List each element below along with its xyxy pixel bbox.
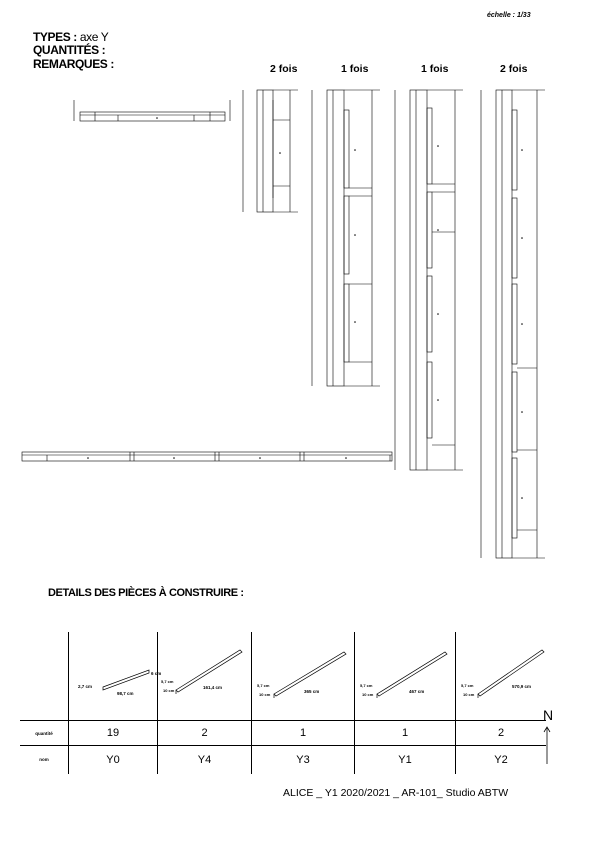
piece-sketch-y3 <box>252 632 354 715</box>
types-value: axe Y <box>79 30 109 44</box>
scale-label: échelle : 1/33 <box>487 12 531 19</box>
count-label-3: 1 fois <box>421 63 449 75</box>
nom-label: nom <box>20 746 69 774</box>
drawing-horizontal-elevation <box>22 452 392 461</box>
drawing-vertical-3 <box>395 90 463 470</box>
drawing-vertical-1 <box>243 90 298 212</box>
qty-y4: 2 <box>158 721 252 746</box>
dim-y0-c: 98,7 cm <box>117 691 134 696</box>
qty-y3: 1 <box>252 721 355 746</box>
types-label: TYPES : <box>33 30 77 44</box>
dim-y1-a: 5,7 cm <box>360 683 373 688</box>
dim-y0-b: 6 cm <box>151 671 162 676</box>
pieces-table <box>20 632 546 774</box>
dim-y3-a: 5,7 cm <box>257 683 270 688</box>
dim-y4-a: 5,7 cm <box>161 679 174 684</box>
dim-y2-c: 570,9 cm <box>512 684 532 689</box>
quantity-row <box>20 721 546 746</box>
quantite-label: quantité <box>20 721 69 746</box>
piece-sketch-y0 <box>69 632 162 715</box>
north-arrow-icon <box>540 724 554 766</box>
name-y3: Y3 <box>252 746 355 774</box>
name-y4: Y4 <box>158 746 252 774</box>
qty-y1: 1 <box>355 721 456 746</box>
dim-y1-c: 467 cm <box>409 689 425 694</box>
dim-y0-a: 2,7 cm <box>78 684 93 689</box>
dim-y3-c: 365 cm <box>304 689 320 694</box>
dim-y1-b: 10 cm <box>362 692 374 697</box>
piece-cell-y1 <box>355 632 456 721</box>
remarques-label: REMARQUES : <box>33 57 114 71</box>
qty-y2: 2 <box>456 721 547 746</box>
section-title: DETAILS DES PIÈCES À CONSTRUIRE : <box>48 587 244 599</box>
dim-y4-c: 161,4 cm <box>203 685 223 690</box>
dim-y2-b: 10 cm <box>463 692 475 697</box>
qty-y0: 19 <box>69 721 158 746</box>
piece-cell-y4 <box>158 632 252 721</box>
dim-y4-b: 10 cm <box>163 688 175 693</box>
drawing-horizontal-piece <box>74 100 230 121</box>
piece-cell-y2 <box>456 632 547 721</box>
quantites-label: QUANTITÉS : <box>33 43 106 57</box>
count-label-1: 2 fois <box>270 63 298 75</box>
north-label: N <box>543 707 554 723</box>
name-y1: Y1 <box>355 746 456 774</box>
name-row <box>20 746 546 774</box>
piece-sketch-y4 <box>158 632 251 715</box>
dim-y3-b: 10 cm <box>259 692 271 697</box>
count-label-4: 2 fois <box>500 63 528 75</box>
drawing-vertical-4 <box>481 90 545 558</box>
piece-cell-y0 <box>69 632 162 721</box>
drawing-vertical-2 <box>312 90 380 386</box>
piece-sketch-y2 <box>456 632 546 715</box>
name-y0: Y0 <box>69 746 158 774</box>
dim-y2-a: 5,7 cm <box>461 683 474 688</box>
name-y2: Y2 <box>456 746 547 774</box>
count-label-2: 1 fois <box>341 63 369 75</box>
piece-cell-y3 <box>252 632 355 721</box>
piece-sketch-y1 <box>355 632 455 715</box>
footer-text: ALICE _ Y1 2020/2021 _ AR-101_ Studio ABTW <box>283 787 509 799</box>
